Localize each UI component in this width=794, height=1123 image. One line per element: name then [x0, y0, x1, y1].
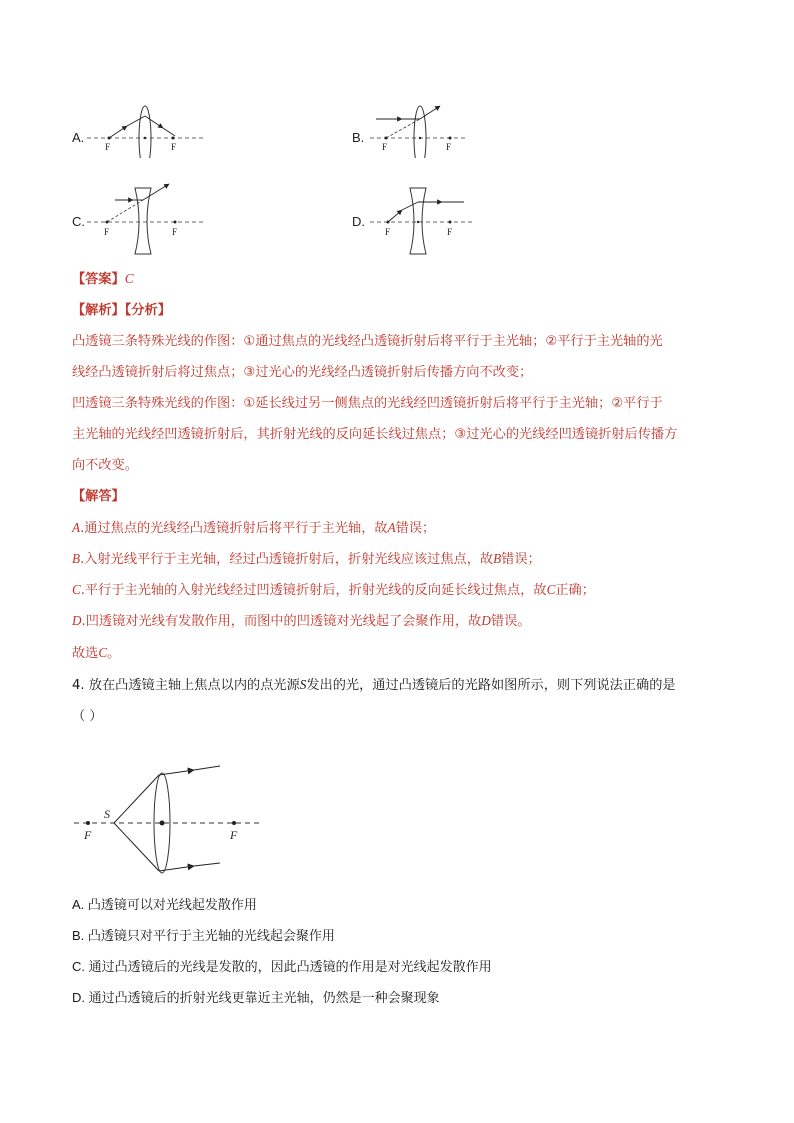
option-b-f-left: F	[382, 142, 388, 152]
option-a-letter: A.	[72, 130, 85, 145]
option-b-letter: B.	[352, 130, 365, 145]
conclusion-prefix: 故选	[72, 646, 99, 661]
solution-a-verdict: 错误；	[395, 521, 436, 536]
solution-a	[72, 519, 435, 538]
solution-d-letter-ref: D	[481, 613, 491, 628]
q4-choice-c: C. 通过凸透镜后的光线是发散的，因此凸透镜的作用是对光线起发散作用	[72, 959, 492, 974]
solution-c-letter: C	[72, 582, 81, 597]
option-d-f-right: F	[447, 227, 453, 237]
option-c-f-left: F	[104, 227, 110, 237]
solution-c-letter-ref: C	[546, 582, 556, 597]
solution-d-letter: D	[72, 613, 82, 628]
solution-d	[72, 612, 530, 631]
solution-conclusion	[72, 644, 120, 663]
q4-f-left: F	[84, 828, 92, 842]
analysis-label: 【解析】【分析】	[72, 303, 171, 318]
question-4-s: S	[299, 677, 307, 692]
option-a-f-left: F	[105, 142, 111, 152]
solution-d-verdict: 错误。	[490, 614, 531, 629]
conclusion-suffix: 。	[107, 646, 121, 661]
analysis-concave-3: 向不改变。	[72, 458, 138, 473]
option-c-diagram	[85, 182, 205, 257]
solution-c-text: .平行于主光轴的入射光线经过凹透镜折射后，折射光线的反向延长线过焦点，故	[80, 583, 547, 598]
question-4-text-b: 发出的光，通过凸透镜后的光路如图所示，则下列说法正确的是	[306, 678, 676, 693]
option-a-diagram	[85, 98, 205, 158]
conclusion-letter: C	[98, 645, 108, 660]
option-b-diagram	[368, 98, 478, 158]
question-4-diagram	[70, 762, 270, 882]
option-c-f-right: F	[172, 227, 178, 237]
answer-value: C	[124, 271, 134, 286]
option-c-letter: C.	[72, 214, 85, 229]
solution-d-text: .凹透镜对光线有发散作用，而图中的凹透镜对光线起了会聚作用，故	[81, 614, 482, 629]
analysis-convex-2: 线经凸透镜折射后将过焦点；③过光心的光线经凸透镜折射后传播方向不改变；	[72, 365, 533, 380]
analysis-concave-2: 主光轴的光线经凹透镜折射后，其折射光线的反向延长线过焦点；③过光心的光线经凹透镜折射后传播方	[72, 427, 678, 442]
solution-c-verdict: 正确；	[555, 583, 595, 598]
solution-c	[72, 581, 595, 600]
answer-line	[72, 270, 134, 289]
q4-f-right: F	[230, 828, 238, 842]
solution-b-letter-ref: B	[493, 551, 502, 566]
solution-b-text: .入射光线平行于主光轴，经过凸透镜折射后，折射光线应该过焦点，故	[80, 552, 494, 567]
option-d-f-left: F	[385, 227, 391, 237]
solution-label: 【解答】	[72, 489, 125, 504]
q4-choice-d: D. 通过凸透镜后的折射光线更靠近主光轴，仍然是一种会聚现象	[72, 990, 440, 1005]
analysis-concave-1: 凹透镜三条特殊光线的作图：①延长线过另一侧焦点的光线经凹透镜折射后将平行于主光轴；②平行于	[72, 396, 663, 411]
question-4-stem	[72, 676, 676, 695]
option-b-f-right: F	[446, 142, 452, 152]
solution-a-letter: A	[72, 520, 81, 535]
option-a-f-right: F	[171, 142, 177, 152]
q4-s-label: S	[104, 807, 110, 821]
solution-a-letter-ref: A	[387, 520, 396, 535]
option-d-letter: D.	[352, 214, 365, 229]
option-d-diagram	[368, 182, 478, 257]
q4-choice-a: A. 凸透镜可以对光线起发散作用	[72, 897, 257, 912]
question-4-blank: （ ）	[72, 709, 103, 724]
analysis-convex-1: 凸透镜三条特殊光线的作图：①通过焦点的光线经凸透镜折射后将平行于主光轴；②平行于主光轴的光	[72, 334, 663, 349]
question-4-text-a: 4. 放在凸透镜主轴上焦点以内的点光源	[72, 678, 300, 693]
solution-b-letter: B	[72, 551, 81, 566]
solution-a-text: .通过焦点的光线经凸透镜折射后将平行于主光轴，故	[80, 521, 388, 536]
answer-label: 【答案】	[72, 272, 125, 287]
solution-b-verdict: 错误；	[501, 552, 541, 567]
q4-choice-b: B. 凸透镜只对平行于主光轴的光线起会聚作用	[72, 928, 335, 943]
solution-b	[72, 550, 541, 569]
